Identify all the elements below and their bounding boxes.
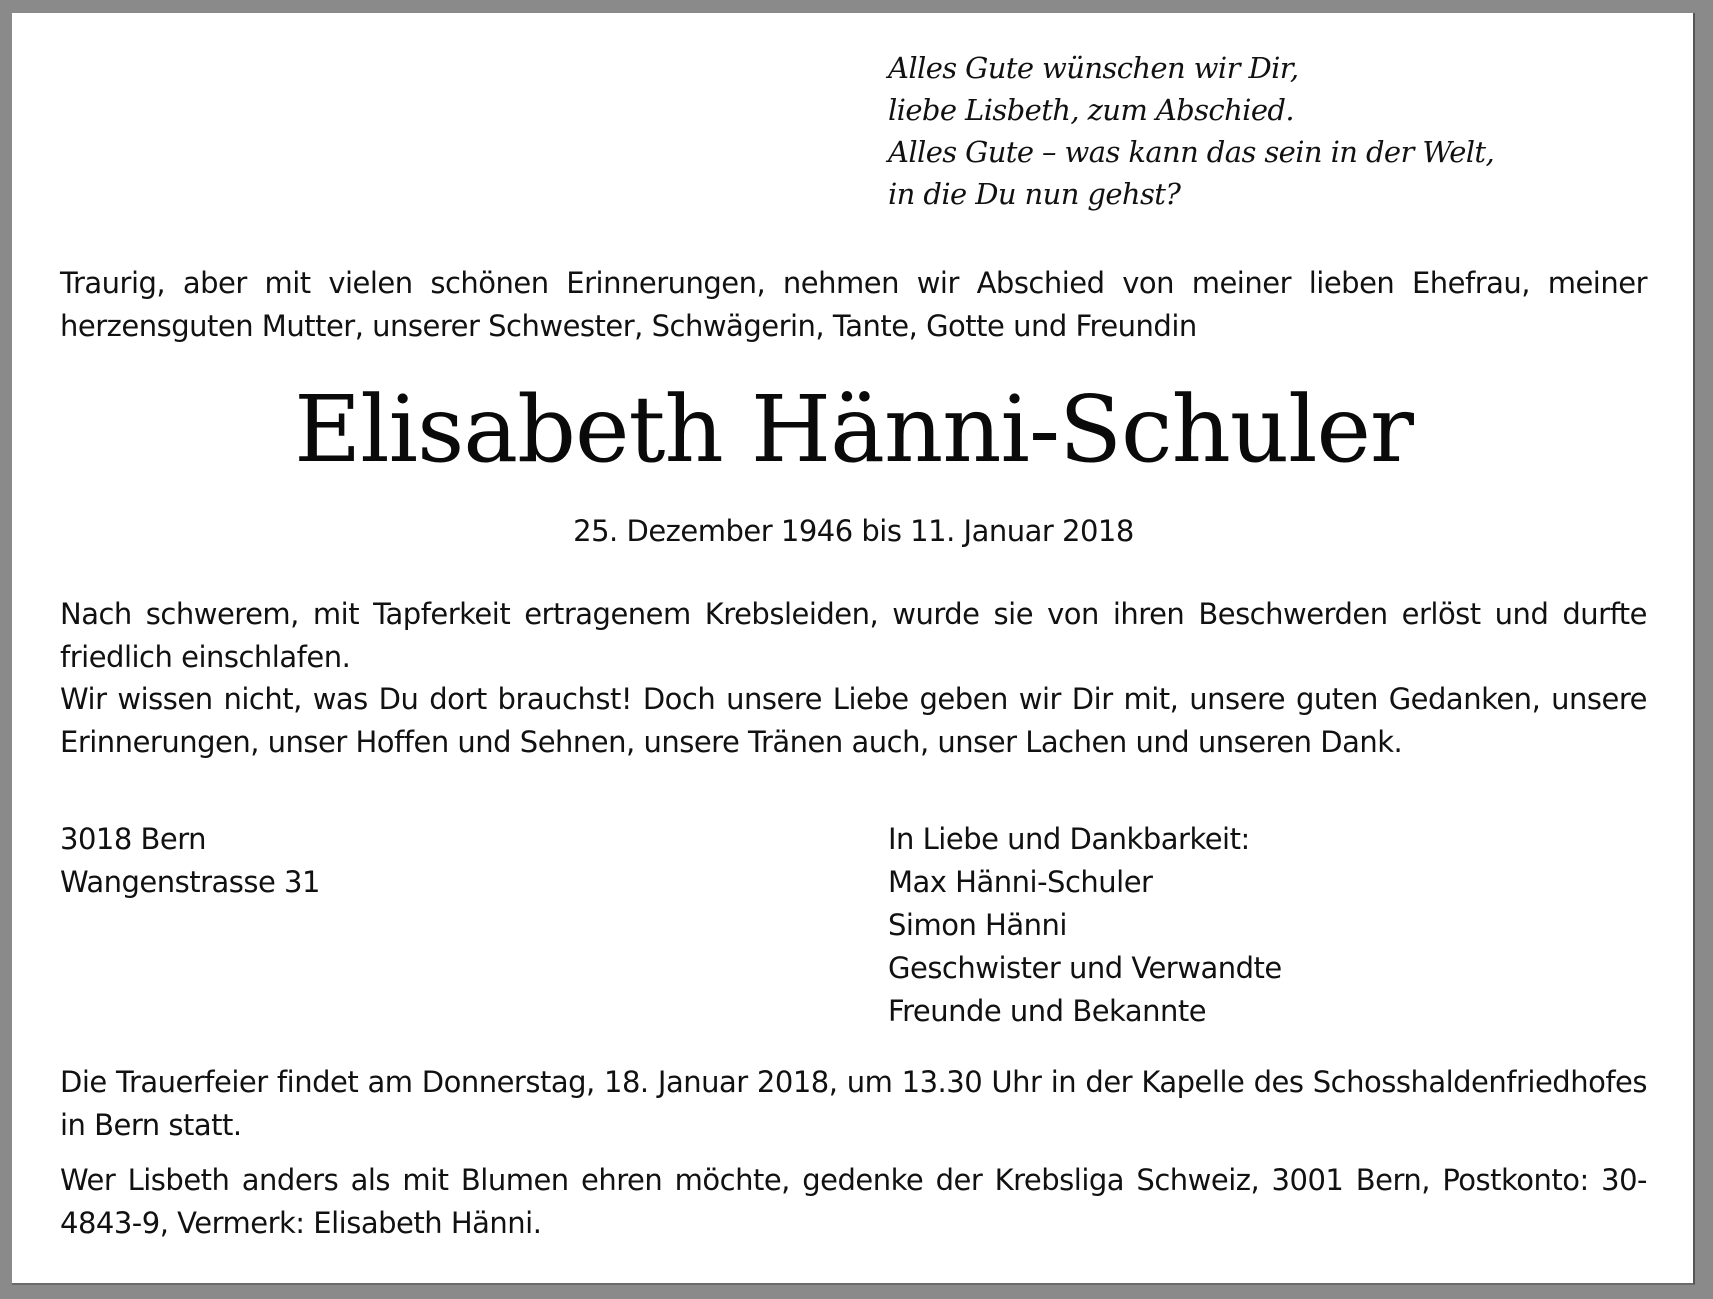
address-block	[60, 818, 320, 904]
signer-name: Freunde und Bekannte	[888, 994, 1207, 1028]
signer-name: Geschwister und Verwandte	[888, 951, 1282, 985]
signers-block	[888, 818, 1282, 1033]
paragraph-farewell: Wir wissen nicht, was Du dort brauchst! Doch unsere Liebe geben wir Dir mit, unsere guten Gedanken, unsere Erinnerungen, unser Hoffen und Sehnen, unsere Tränen auch, unser Lachen und unseren Dank.	[60, 682, 1647, 759]
signer-name: Max Hänni-Schuler	[888, 865, 1153, 899]
funeral-info: Die Trauerfeier findet am Donnerstag, 18. Januar 2018, um 13.30 Uhr in der Kapelle des Schosshaldenfriedhofes in Bern statt.	[60, 1065, 1647, 1142]
poem-line: liebe Lisbeth, zum Abschied.	[888, 93, 1294, 127]
life-dates: 25. Dezember 1946 bis 11. Januar 2018	[573, 514, 1134, 548]
signers-heading: In Liebe und Dankbarkeit:	[888, 822, 1250, 856]
poem	[888, 47, 1494, 215]
poem-line: in die Du nun gehst?	[888, 177, 1181, 211]
donation-info: Wer Lisbeth anders als mit Blumen ehren möchte, gedenke der Krebsliga Schweiz, 3001 Bern, Postkonto: 30-4843-9, Vermerk: Elisabeth Hänni.	[60, 1163, 1647, 1240]
poem-line: Alles Gute – was kann das sein in der Welt,	[888, 135, 1495, 169]
signer-name: Simon Hänni	[888, 908, 1067, 942]
obituary-notice	[12, 13, 1695, 1285]
address-city: 3018 Bern	[60, 822, 207, 856]
address-street: Wangenstrasse 31	[60, 865, 320, 899]
intro-text: Traurig, aber mit vielen schönen Erinnerungen, nehmen wir Abschied von meiner lieben Ehefrau, meiner herzensguten Mutter, unserer Schwester, Schwägerin, Tante, Gotte und Freundin	[60, 266, 1647, 343]
poem-line: Alles Gute wünschen wir Dir,	[888, 51, 1299, 85]
paragraph-illness: Nach schwerem, mit Tapferkeit ertragenem Krebsleiden, wurde sie von ihren Beschwerden erlöst und durfte friedlich einschlafen.	[60, 597, 1647, 674]
deceased-name: Elisabeth Hänni-Schuler	[294, 376, 1413, 483]
